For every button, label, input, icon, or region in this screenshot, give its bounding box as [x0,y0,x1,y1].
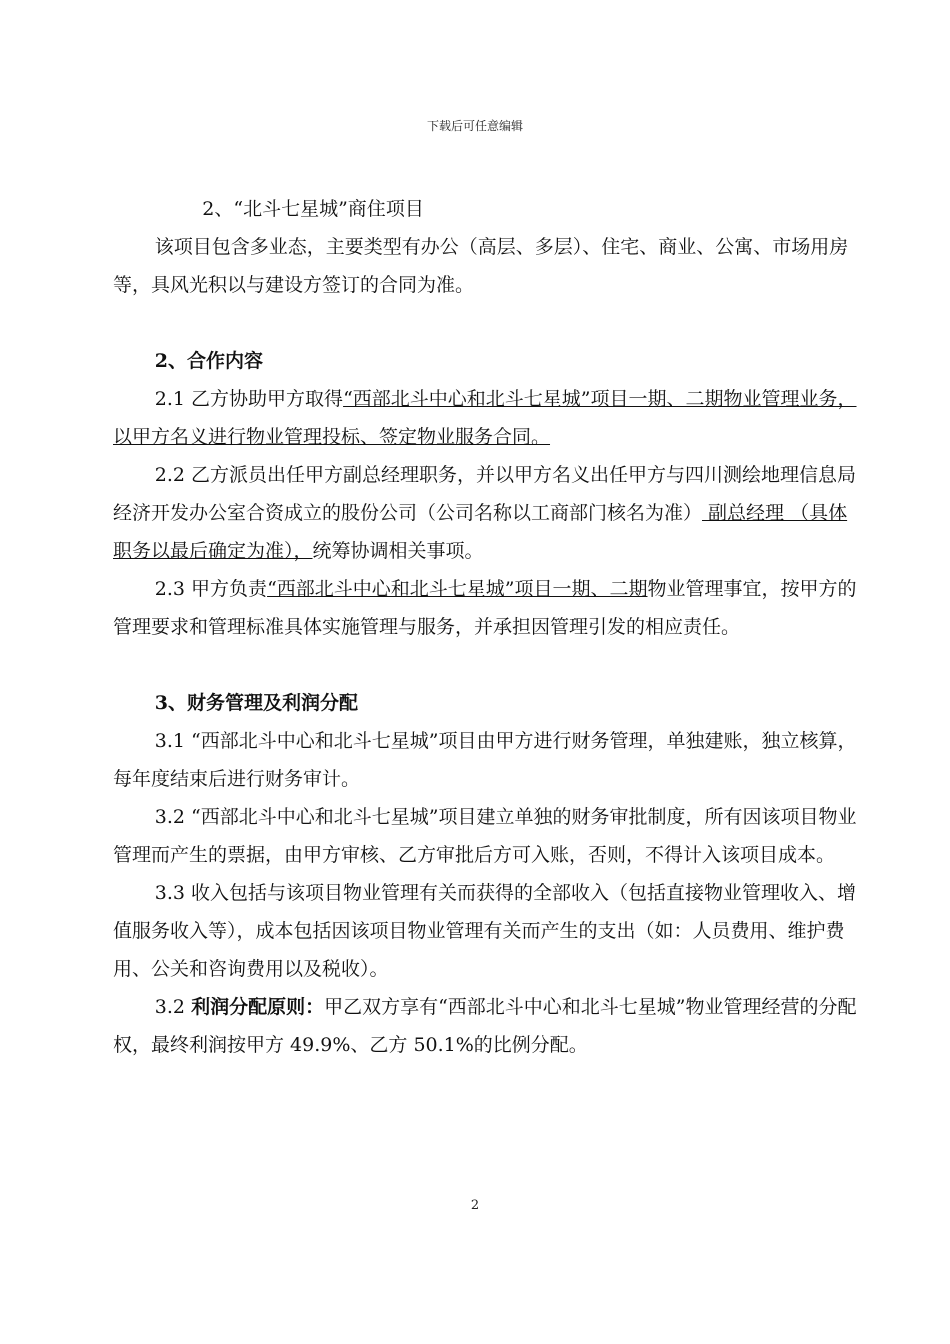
page-header: 下载后可任意编辑 [426,119,523,133]
clause-3-2: 3.2 “西部北斗中心和北斗七星城”项目建立单独的财务审批制度，所有因该项目物业管理而产生的票据，由甲方审核、乙方审批后方可入账，否则，不得计入该项目成本。 [113,806,857,866]
clause-2-1 [113,380,858,456]
clause-2-3 [113,570,858,646]
clause-profit-num: 3.2 [154,996,192,1018]
clause-2-3-lead: 2.3 甲方负责 [154,578,268,600]
clause-2-2-lead: 2.2 乙方派员出任甲方副总经理职务，并以甲方名义出任甲方与四川测绘地理信息局经济开发办公室合资成立的股份公司（公司名称以工商部门核名为准） [113,464,857,524]
clause-2-2-tail: 统筹协调相关事项。 [312,540,484,562]
clause-2-1-underlined: “西部北斗中心和北斗七星城”项目一期、二期物业管理业务，以甲方名义进行物业管理投标、签定物业服务合同。 [113,388,857,448]
clause-2-2-underlined: 副总经理 （具体职务以最后确定为准）， [113,502,848,562]
document-body [113,190,858,1064]
clause-2-1-lead: 2.1 乙方协助甲方取得 [154,388,344,410]
clause-profit-distribution [113,988,858,1064]
clause-profit-label: 利润分配原则： [191,996,325,1018]
project-description: 该项目包含多业态，主要类型有办公（高层、多层）、住宅、商业、公寓、市场用房等，具风光积以与建设方签订的合同为准。 [113,236,849,296]
spacer [113,304,858,342]
spacer [113,646,858,684]
project-title: 2、“北斗七星城”商住项目 [202,198,424,220]
section-heading-cooperation: 2、合作内容 [154,350,264,372]
clause-2-3-tail: 物业管理事宜，按甲方的管理要求和管理标准具体实施管理与服务，并承担因管理引发的相应责任。 [113,578,857,638]
clause-2-3-underlined: “西部北斗中心和北斗七星城”项目一期、二期 [267,578,648,600]
page-number: 2 [470,1198,480,1213]
section-heading-finance: 3、财务管理及利润分配 [154,692,359,714]
clause-3-1: 3.1 “西部北斗中心和北斗七星城”项目由甲方进行财务管理，单独建账，独立核算，每年度结束后进行财务审计。 [113,730,857,790]
clause-2-2 [113,456,858,570]
clause-3-3: 3.3 收入包括与该项目物业管理有关而获得的全部收入（包括直接物业管理收入、增值服务收入等），成本包括因该项目物业管理有关而产生的支出（如：人员费用、维护费用、公关和咨询费用以及税收）。 [113,882,857,980]
clause-profit-text: 甲乙双方享有“西部北斗中心和北斗七星城”物业管理经营的分配权，最终利润按甲方 49.9%、乙方 50.1%的比例分配。 [113,996,857,1056]
